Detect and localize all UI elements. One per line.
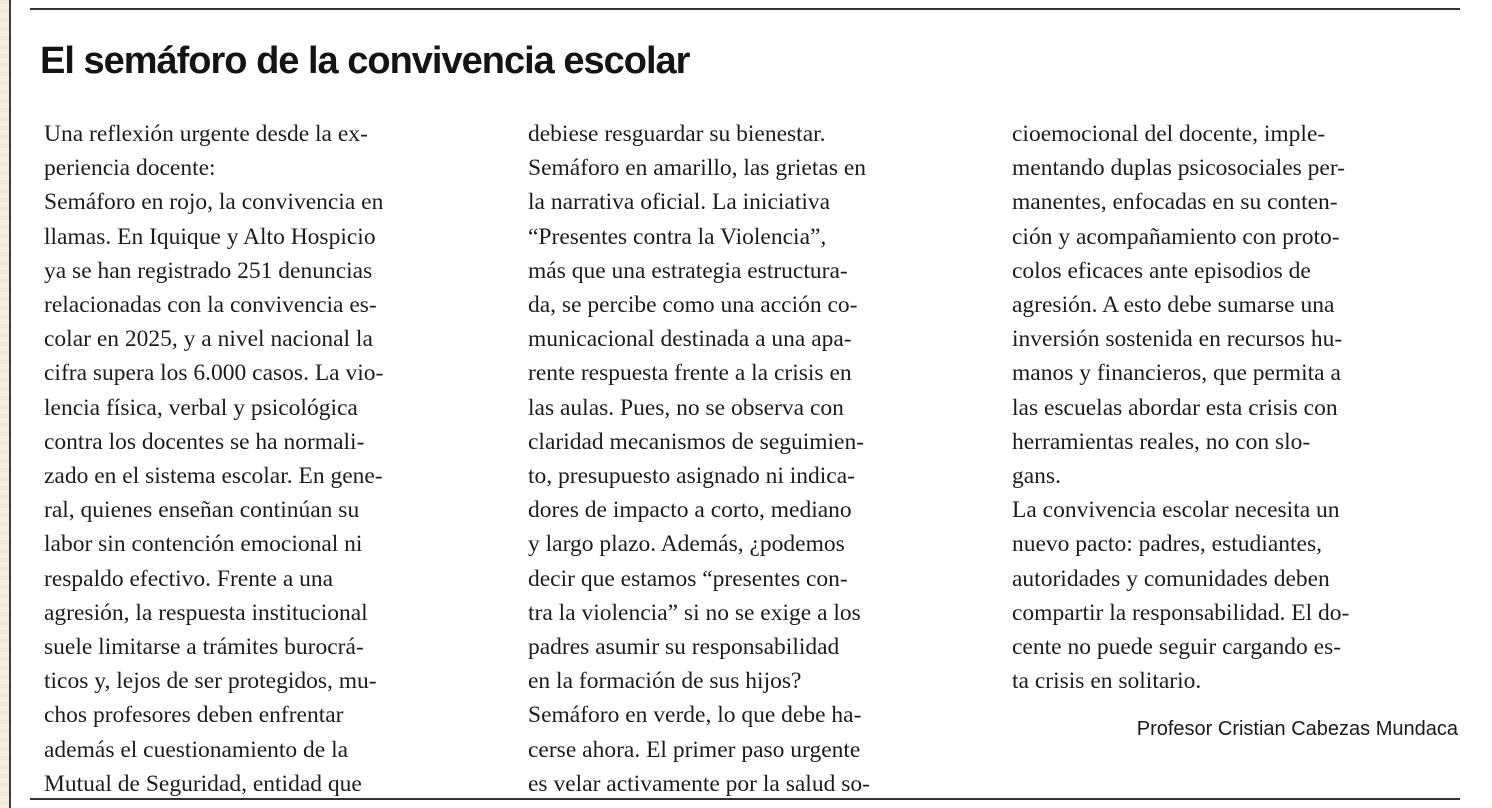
text-line: colos eficaces ante episodios de xyxy=(1012,257,1311,284)
text-line: ta crisis en solitario. xyxy=(1012,668,1202,695)
text-line: ción y acompañamiento con proto- xyxy=(1012,223,1340,250)
text-line: respaldo efectivo. Frente a una xyxy=(44,565,334,592)
text-line: La convivencia escolar necesita un xyxy=(1012,497,1340,524)
text-line: herramientas reales, no con slo- xyxy=(1012,428,1311,455)
text-line: las escuelas abordar esta crisis con xyxy=(1012,394,1338,421)
text-line: padres asumir su responsabilidad xyxy=(528,634,840,661)
text-line: ya se han registrado 251 denuncias xyxy=(44,257,373,284)
text-line: y largo plazo. Además, ¿podemos xyxy=(528,531,845,558)
text-line: zado en el sistema escolar. En gene- xyxy=(44,463,383,490)
text-line: agresión. A esto debe sumarse una xyxy=(1012,292,1335,319)
text-line: llamas. En Iquique y Alto Hospicio xyxy=(44,223,376,250)
text-line: inversión sostenida en recursos hu- xyxy=(1012,326,1343,353)
text-line: suele limitarse a trámites burocrá- xyxy=(44,634,364,661)
text-line: chos profesores deben enfrentar xyxy=(44,702,344,729)
text-line: cente no puede seguir cargando es- xyxy=(1012,634,1342,661)
text-line: labor sin contención emocional ni xyxy=(44,531,363,558)
text-line: colar en 2025, y a nivel nacional la xyxy=(44,326,373,353)
text-line: Mutual de Seguridad, entidad que xyxy=(44,770,362,797)
text-line: manentes, enfocadas en su conten- xyxy=(1012,189,1338,216)
text-line: autoridades y comunidades deben xyxy=(1012,565,1330,592)
text-line: gans. xyxy=(1012,463,1061,490)
text-line: cerse ahora. El primer paso urgente xyxy=(528,736,861,763)
text-line: relacionadas con la convivencia es- xyxy=(44,292,377,319)
text-line: en la formación de sus hijos? xyxy=(528,668,802,695)
author-signature: Profesor Cristian Cabezas Mundaca xyxy=(1136,718,1458,740)
text-line: Semáforo en verde, lo que debe ha- xyxy=(528,702,862,729)
text-line: municacional destinada a una apa- xyxy=(528,326,852,353)
text-line: to, presupuesto asignado ni indica- xyxy=(528,463,855,490)
text-line: mentando duplas psicosociales per- xyxy=(1012,155,1346,182)
text-line: claridad mecanismos de seguimien- xyxy=(528,428,865,455)
text-line: Semáforo en rojo, la convivencia en xyxy=(44,189,384,216)
text-line: nuevo pacto: padres, estudiantes, xyxy=(1012,531,1322,558)
text-line: decir que estamos “presentes con- xyxy=(528,565,848,592)
text-line: ticos y, lejos de ser protegidos, mu- xyxy=(44,668,377,695)
text-line: periencia docente: xyxy=(44,155,216,182)
text-line: manos y financieros, que permita a xyxy=(1012,360,1341,387)
article-column-1 xyxy=(44,117,496,801)
text-line: cifra supera los 6.000 casos. La vio- xyxy=(44,360,384,387)
text-line: compartir la responsabilidad. El do- xyxy=(1012,599,1350,626)
article-column-3 xyxy=(1012,117,1464,698)
text-line: la narrativa oficial. La iniciativa xyxy=(528,189,831,216)
top-rule xyxy=(30,8,1460,10)
text-line: además el cuestionamiento de la xyxy=(44,736,349,763)
text-line: es velar activamente por la salud so- xyxy=(528,770,870,797)
text-line: tra la violencia” si no se exige a los xyxy=(528,599,861,626)
text-line: “Presentes contra la Violencia”, xyxy=(528,223,827,250)
text-line: da, se percibe como una acción co- xyxy=(528,292,858,319)
text-line: dores de impacto a corto, mediano xyxy=(528,497,852,524)
text-line: más que una estrategia estructura- xyxy=(528,257,848,284)
text-line: rente respuesta frente a la crisis en xyxy=(528,360,852,387)
text-line: cioemocional del docente, imple- xyxy=(1012,121,1326,147)
text-line: ral, quienes enseñan continúan su xyxy=(44,497,360,524)
text-line: las aulas. Pues, no se observa con xyxy=(528,394,844,421)
bottom-rule xyxy=(30,798,1460,800)
article-headline: El semáforo de la convivencia escolar xyxy=(40,40,690,82)
text-line: agresión, la respuesta institucional xyxy=(44,599,368,626)
text-line: Semáforo en amarillo, las grietas en xyxy=(528,155,867,182)
article-column-2 xyxy=(528,117,980,801)
text-line: Una reflexión urgente desde la ex- xyxy=(44,121,368,147)
text-line: contra los docentes se ha normali- xyxy=(44,428,365,455)
page-edge-border xyxy=(0,0,11,808)
text-line: debiese resguardar su bienestar. xyxy=(528,121,826,147)
text-line: lencia física, verbal y psicológica xyxy=(44,394,358,421)
